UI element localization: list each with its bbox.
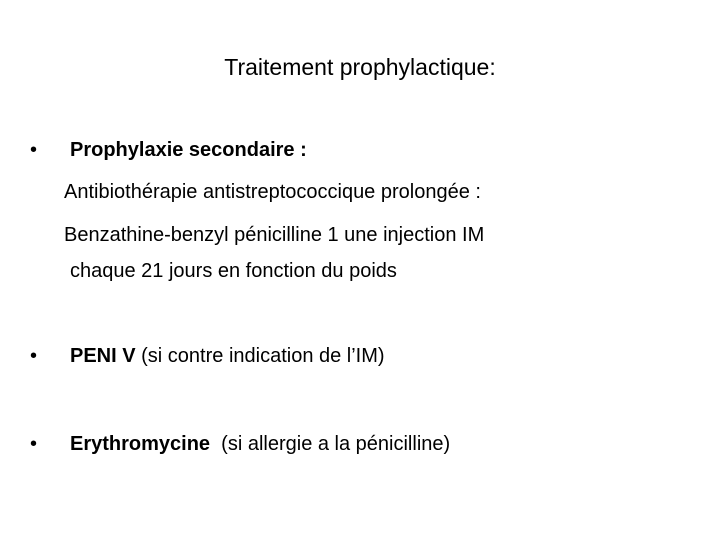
bullet-item-2-normal: (si contre indication de l’IM) <box>135 345 385 367</box>
bullet-marker: • <box>30 139 38 161</box>
bullet-item-1-heading <box>70 136 307 164</box>
bullet-item-1-bold: Prophylaxie secondaire : <box>70 139 307 161</box>
bullet-item-3-normal: (si allergie a la pénicilline) <box>210 433 451 455</box>
bullet-item-1-line-3: chaque 21 jours en fonction du poids <box>70 260 397 282</box>
bullet-marker: • <box>30 345 38 367</box>
bullet-item-1-line-2: Benzathine-benzyl pénicilline 1 une injection IM <box>64 224 485 246</box>
slide-title: Traitement prophylactique: <box>224 54 496 80</box>
bullet-item-3-text <box>70 430 450 458</box>
bullet-marker: • <box>30 433 38 455</box>
bullet-item-2-bold: PENI V <box>70 345 136 367</box>
bullet-item-3-bold: Erythromycine <box>70 433 211 455</box>
bullet-item-2-text <box>70 342 385 370</box>
bullet-item-1-line-1: Antibiothérapie antistreptococcique prolongée : <box>64 181 481 203</box>
